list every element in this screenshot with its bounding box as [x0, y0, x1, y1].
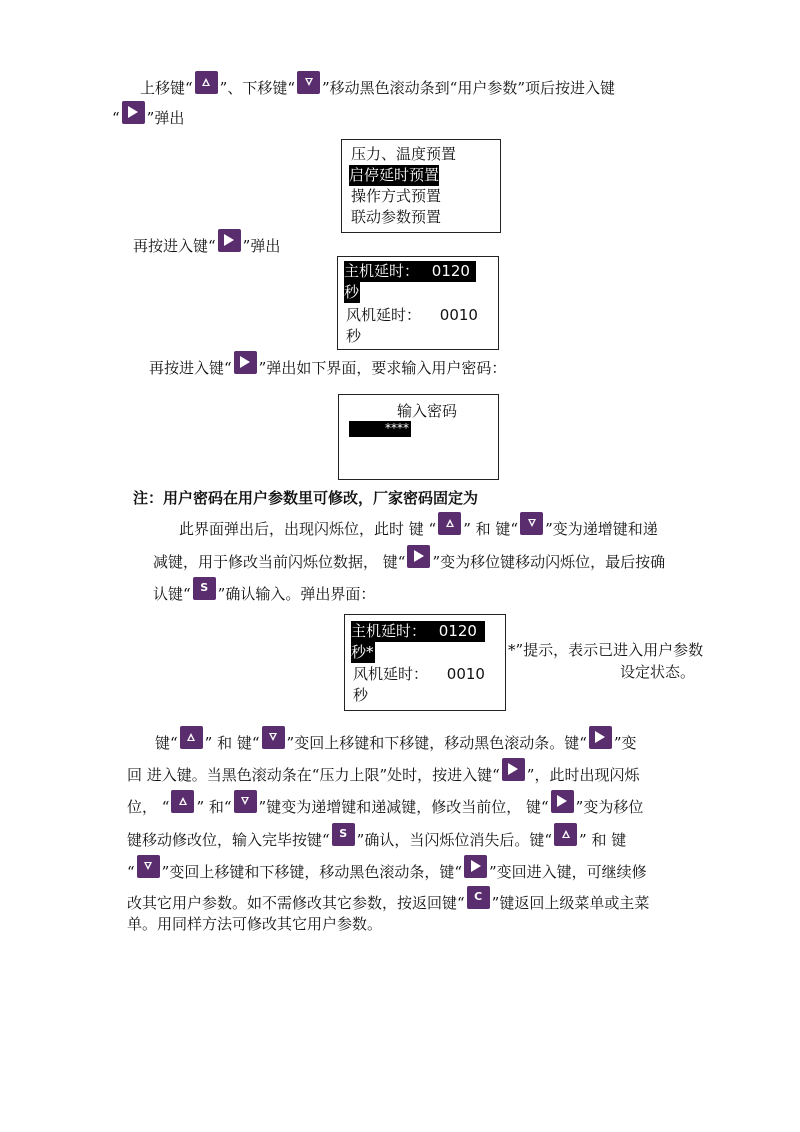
enter-key-icon — [122, 101, 145, 124]
password-panel — [338, 394, 499, 480]
enter-key-icon — [218, 229, 241, 252]
down-key-icon — [234, 790, 257, 813]
menu-item: 压力、温度预置 — [351, 145, 457, 163]
up-key-icon — [554, 823, 577, 846]
intro-line-1: 上移键“ ”、下移键“ ”移动黑色滚动条到“用户参数”项后按进入键 — [140, 76, 615, 100]
host-delay-unit: 秒* — [351, 643, 374, 661]
up-key-icon — [438, 512, 461, 535]
password-input[interactable]: **** — [349, 421, 411, 437]
p2-line-7: 单。用同样方法可修改其它用户参数。 — [127, 915, 383, 933]
back-key-icon: C — [467, 886, 490, 909]
up-key-icon — [171, 790, 194, 813]
p2-line-2: 回 进入键。当黑色滚动条在“压力上限”处时，按进入键“ ”，此时出现闪烁 — [127, 763, 639, 787]
enter-key-icon — [551, 790, 574, 813]
confirm-key-icon: S — [193, 577, 216, 600]
enter-key-icon — [407, 545, 430, 568]
step3-line: 再按进入键“ ”弹出如下界面，要求输入用户密码： — [149, 356, 506, 380]
enter-key-icon — [234, 351, 257, 374]
side-note-line-1: *”提示，表示已进入用户参数 — [508, 641, 704, 659]
host-delay-row: 主机延时： 0120 — [344, 261, 476, 282]
down-key-icon — [520, 512, 543, 535]
p2-line-5: “ ”变回上移键和下移键，移动黑色滚动条，键“ ”变回进入键，可继续修 — [127, 860, 647, 884]
enter-key-icon — [502, 758, 525, 781]
confirm-key-icon: S — [332, 823, 355, 846]
host-delay-unit: 秒 — [344, 283, 360, 301]
side-note-line-2: 设定状态。 — [620, 663, 696, 681]
fan-delay-unit: 秒 — [346, 327, 362, 345]
note-line: 注：用户密码在用户参数里可修改，厂家密码固定为 — [133, 489, 479, 507]
setting-panel — [344, 614, 506, 711]
password-title: 输入密码 — [397, 402, 458, 420]
fan-delay-unit: 秒 — [353, 686, 369, 704]
fan-delay-row: 风机延时： 0010 — [353, 665, 485, 683]
p1-line-1: 此界面弹出后，出现闪烁位，此时 键 “ ” 和 键“ ”变为递增键和递 — [179, 517, 658, 541]
menu-item: 联动参数预置 — [351, 208, 442, 226]
p2-line-1: 键“ ” 和 键“ ”变回上移键和下移键，移动黑色滚动条。键“ ”变 — [155, 731, 637, 755]
down-key-icon — [297, 71, 320, 94]
enter-key-icon — [589, 726, 612, 749]
up-key-icon — [180, 726, 203, 749]
p2-line-4: 键移动修改位，输入完毕按键“ S ”确认，当闪烁位消失后。键“ ” 和 键 — [127, 828, 626, 852]
down-key-icon — [137, 855, 160, 878]
menu-item-selected: 启停延时预置 — [349, 166, 440, 184]
intro-line-2: “ ”弹出 — [112, 106, 184, 130]
up-key-icon — [195, 71, 218, 94]
p1-line-2: 减键，用于修改当前闪烁位数据， 键“ ”变为移位键移动闪烁位，最后按确 — [153, 550, 665, 574]
fan-delay-row: 风机延时： 0010 — [346, 306, 478, 324]
down-key-icon — [262, 726, 285, 749]
p2-line-6: 改其它用户参数。如不需修改其它参数，按返回键“ C ”键返回上级菜单或主菜 — [127, 891, 649, 915]
delay-panel — [337, 256, 499, 350]
p2-line-3: 位， “ ” 和“ ”键变为递增键和递减键，修改当前位， 键“ ”变为移位 — [127, 795, 643, 819]
step2-line: 再按进入键“ ”弹出 — [133, 234, 280, 258]
menu-item: 操作方式预置 — [351, 187, 442, 205]
p1-line-3: 认键“ S ”确认输入。弹出界面： — [153, 582, 375, 606]
menu-panel — [341, 139, 501, 233]
host-delay-row: 主机延时： 0120 — [351, 621, 485, 642]
enter-key-icon — [464, 855, 487, 878]
